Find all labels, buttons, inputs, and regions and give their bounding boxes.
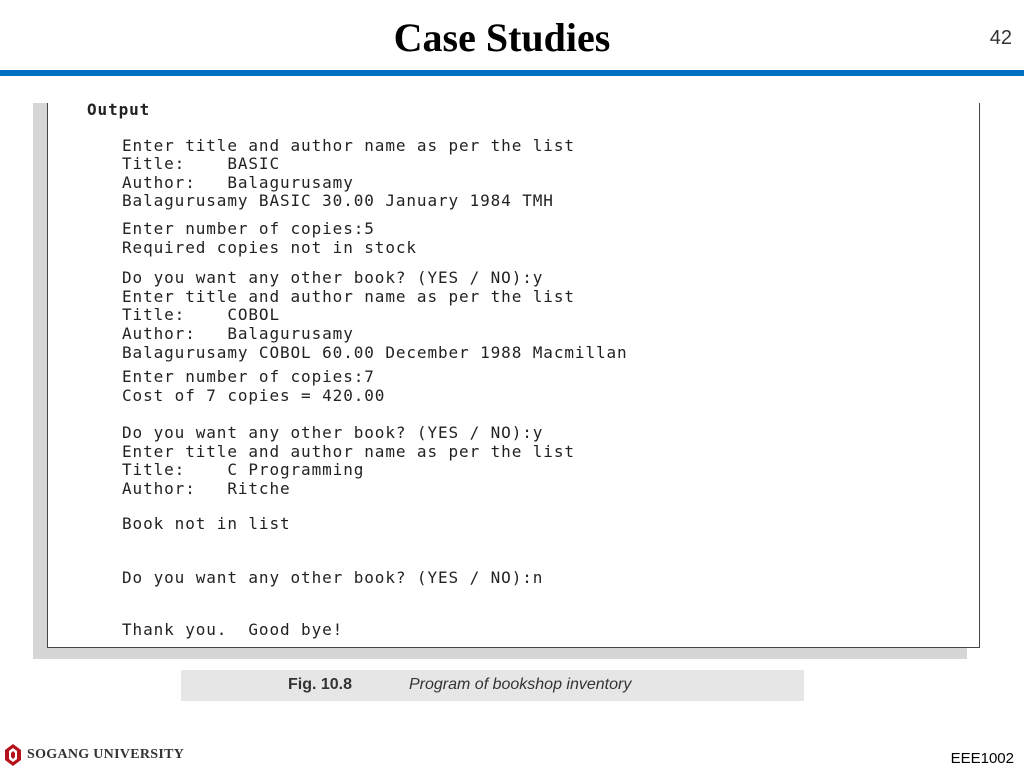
output-line: Title: COBOL xyxy=(122,305,280,324)
output-line: Author: Balagurusamy xyxy=(122,173,354,192)
output-line: Author: Ritche xyxy=(122,479,291,498)
output-line: Book not in list xyxy=(122,514,291,533)
output-line: Do you want any other book? (YES / NO):y xyxy=(122,268,544,287)
university-logo xyxy=(5,744,184,766)
figure-caption xyxy=(181,670,804,701)
output-line: Required copies not in stock xyxy=(122,238,417,257)
title-divider xyxy=(0,70,1024,76)
output-line: Enter title and author name as per the list xyxy=(122,442,575,461)
output-line: Cost of 7 copies = 420.00 xyxy=(122,386,386,405)
program-output-panel xyxy=(47,100,980,648)
output-line: Do you want any other book? (YES / NO):n xyxy=(122,568,544,587)
university-name: SOGANG UNIVERSITY xyxy=(27,747,185,762)
university-crest-icon xyxy=(5,744,21,766)
output-line: Title: BASIC xyxy=(122,154,280,173)
output-line: Do you want any other book? (YES / NO):y xyxy=(122,423,544,442)
output-line: Title: C Programming xyxy=(122,460,365,479)
output-line: Thank you. Good bye! xyxy=(122,620,344,639)
figure-caption-text: Program of bookshop inventory xyxy=(409,676,632,693)
output-line: Balagurusamy COBOL 60.00 December 1988 Macmillan xyxy=(122,343,628,362)
course-code: EEE1002 xyxy=(950,750,1014,767)
output-line: Enter title and author name as per the list xyxy=(122,287,575,306)
output-line: Enter number of copies:5 xyxy=(122,219,375,238)
page-number: 42 xyxy=(989,27,1012,49)
output-line: Author: Balagurusamy xyxy=(122,324,354,343)
figure-caption-label: Fig. 10.8 xyxy=(288,676,353,693)
output-heading: Output xyxy=(87,100,151,119)
slide-title: Case Studies xyxy=(393,15,611,60)
output-line: Enter number of copies:7 xyxy=(122,367,375,386)
output-line: Enter title and author name as per the list xyxy=(122,136,575,155)
output-line: Balagurusamy BASIC 30.00 January 1984 TMH xyxy=(122,191,554,210)
